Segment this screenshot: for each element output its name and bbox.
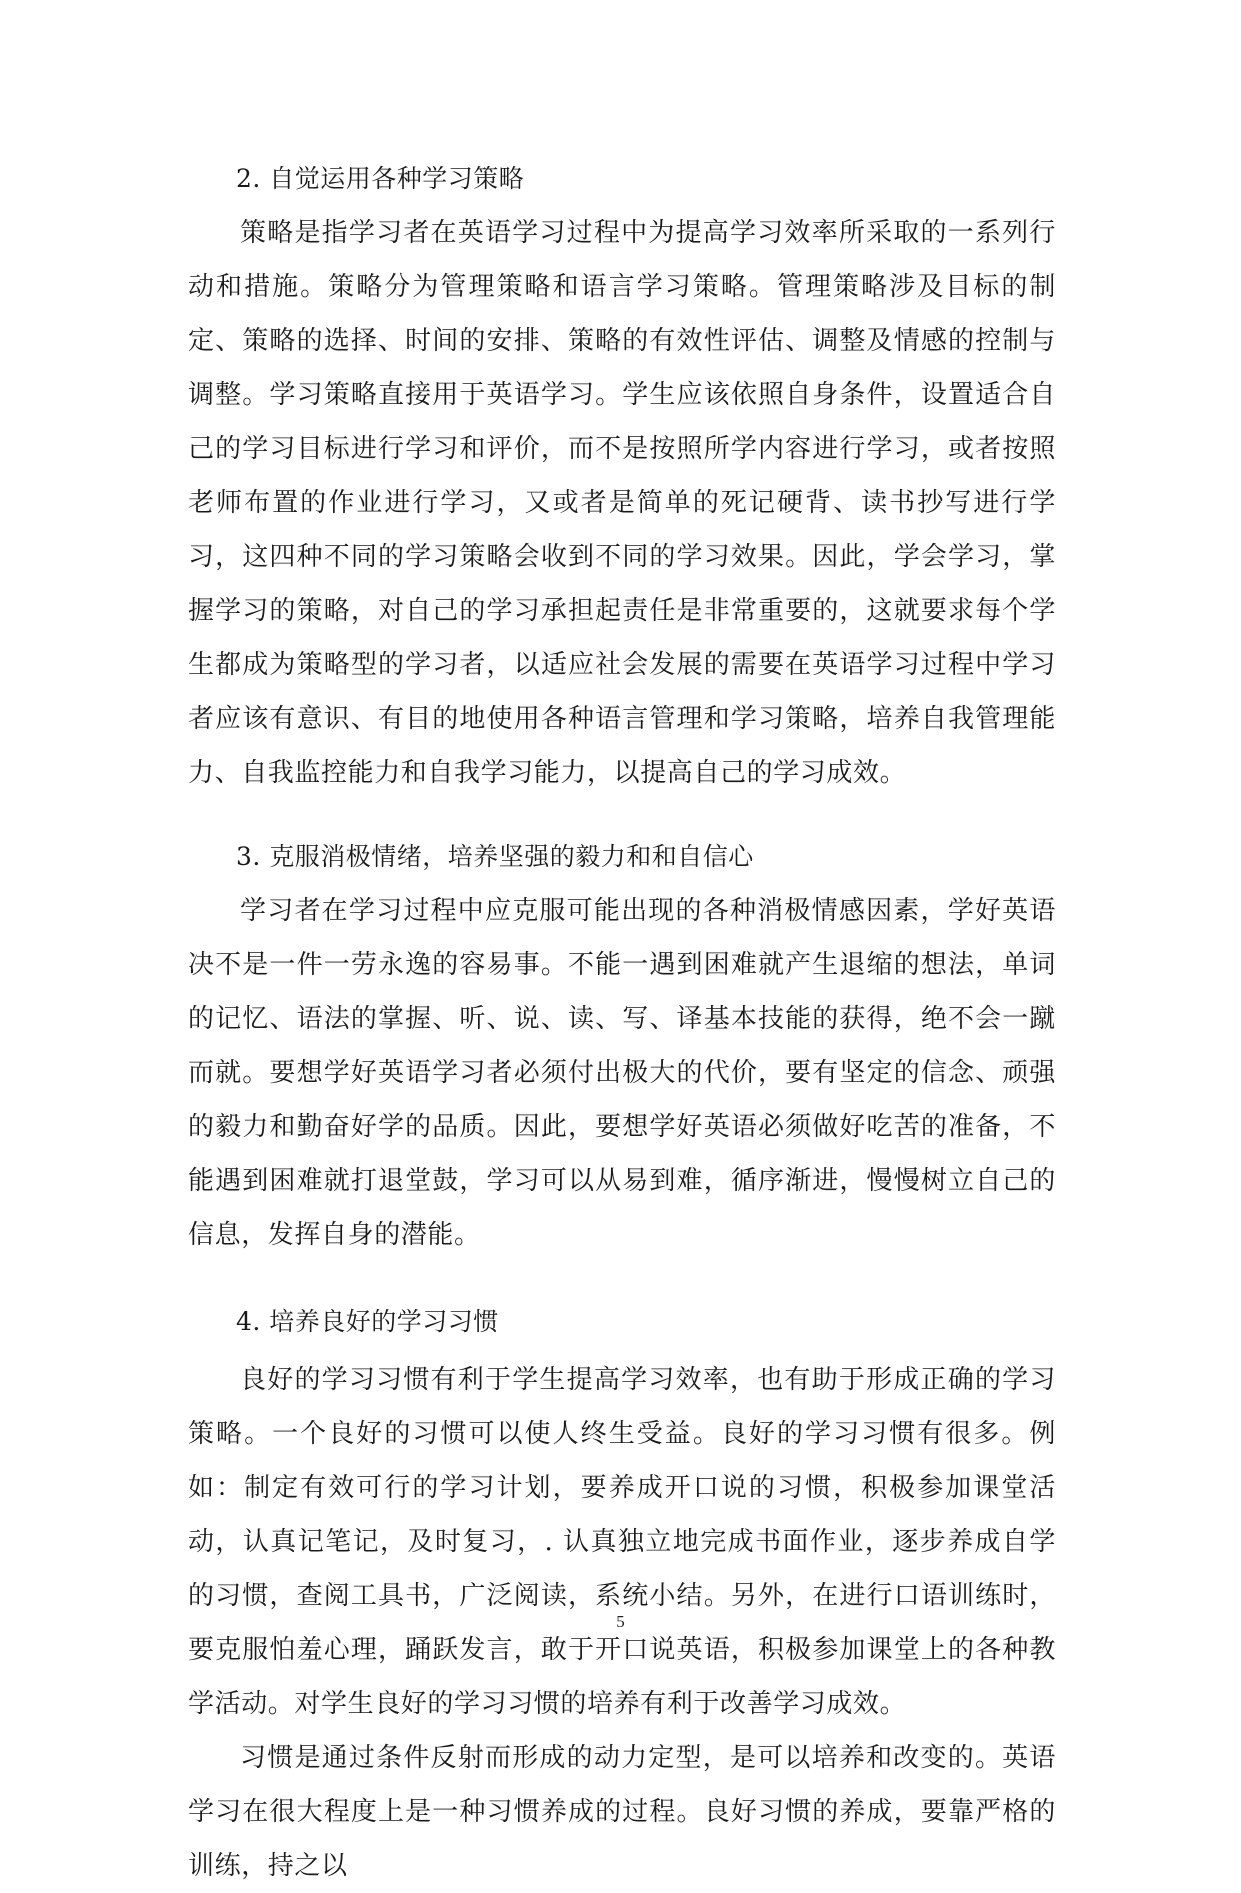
- section-good-study-habits: [188, 1295, 1056, 1893]
- section-spacer: [188, 1262, 1056, 1295]
- section-heading: 4. 培养良好的学习习惯: [236, 1307, 499, 1336]
- paragraph: 策略是指学习者在英语学习过程中为提高学习效率所采取的一系列行动和措施。策略分为管理策略和语言学习策略。管理策略涉及目标的制定、策略的选择、时间的安排、策略的有效性评估、调整及情感的控制与调整。学习策略直接用于英语学习。学生应该依照自身条件，设置适合自己的学习目标进行学习和评价，而不是按照所学内容进行学习，或者按照老师布置的作业进行学习，又或者是简单的死记硬背、读书抄写进行学习，这四种不同的学习策略会收到不同的学习效果。因此，学会学习，掌握学习的策略，对自己的学习承担起责任是非常重要的，这就要求每个学生都成为策略型的学习者，以适应社会发展的需要在英语学习过程中学习者应该有意识、有目的地使用各种语言管理和学习策略，培养自我管理能力、自我监控能力和自我学习能力，以提高自己的学习成效。: [188, 218, 1056, 788]
- paragraph: 良好的学习习惯有利于学生提高学习效率，也有助于形成正确的学习策略。一个良好的习惯可以使人终生受益。良好的学习习惯有很多。例如：制定有效可行的学习计划，要养成开口说的习惯，积极参加课堂活动，认真记笔记，及时复习，. 认真独立地完成书面作业，逐步养成自学的习惯，查阅工具书，广泛阅读，系统小结。另外，在进行口语训练时，要克服怕羞心理，踊跃发言，敢于开口说英语，积极参加课堂上的各种教学活动。对学生良好的学习习惯的培养有利于改善学习成效。: [188, 1365, 1056, 1719]
- section-overcome-negative-emotions: [188, 830, 1056, 1262]
- page-number: 5: [616, 1612, 625, 1631]
- paragraph: 习惯是通过条件反射而形成的动力定型，是可以培养和改变的。英语学习在很大程度上是一种习惯养成的过程。良好习惯的养成，要靠严格的训练，持之以: [188, 1743, 1056, 1881]
- section-heading: 3. 克服消极情绪，培养坚强的毅力和和自信心: [236, 842, 754, 871]
- paragraph: 学习者在学习过程中应克服可能出现的各种消极情感因素，学好英语决不是一件一劳永逸的容易事。不能一遇到困难就产生退缩的想法，单词的记忆、语法的掌握、听、说、读、写、译基本技能的获得，绝不会一蹴而就。要想学好英语学习者必须付出极大的代价，要有坚定的信念、顽强的毅力和勤奋好学的品质。因此，要想学好英语必须做好吃苦的准备，不能遇到困难就打退堂鼓，学习可以从易到难，循序渐进，慢慢树立自己的信息，发挥自身的潜能。: [188, 896, 1056, 1250]
- section-learning-strategies: [188, 152, 1056, 800]
- section-spacer: [188, 800, 1056, 830]
- section-heading: 2. 自觉运用各种学习策略: [236, 164, 525, 193]
